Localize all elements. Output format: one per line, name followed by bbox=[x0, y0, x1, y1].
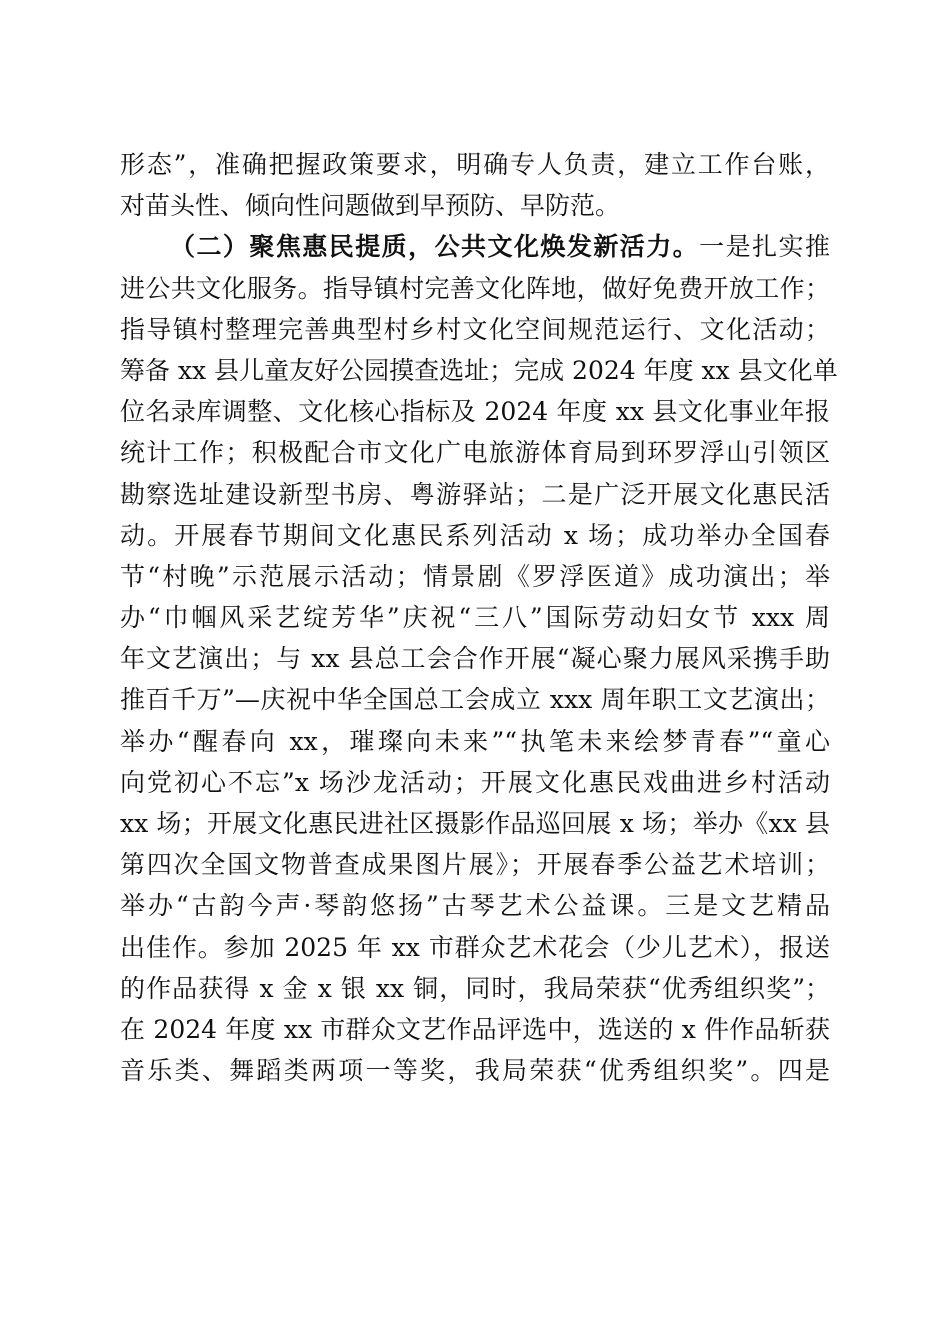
text-line: 第四次全国文物普查成果图片展》；开展春季公益艺术培训； bbox=[120, 850, 830, 880]
section-heading: （二）聚焦惠民提质，公共文化焕发新活力。 bbox=[170, 232, 700, 262]
body-text bbox=[120, 144, 838, 1091]
text-line: 年文艺演出；与 xx 县总工会合作开展“凝心聚力展风采携手助 bbox=[120, 644, 830, 674]
text-line: 动。开展春节期间文化惠民系列活动 x 场；成功举办全国春 bbox=[120, 520, 830, 550]
text-line: 进公共文化服务。指导镇村完善文化阵地，做好免费开放工作； bbox=[120, 273, 830, 303]
text-line: 音乐类、舞蹈类两项一等奖，我局荣获“优秀组织奖”。四是 bbox=[120, 1056, 830, 1086]
text-line: 统计工作；积极配合市文化广电旅游体育局到环罗浮山引领区 bbox=[120, 438, 830, 468]
text-line: 举办“醒春向 xx，璀璨向未来”“执笔未来绘梦青春”“童心 bbox=[120, 726, 830, 756]
text-line: 举办“古韵今声·琴韵悠扬”古琴艺术公益课。三是文艺精品 bbox=[120, 891, 830, 921]
text-line: 对苗头性、倾向性问题做到早预防、早防范。 bbox=[120, 191, 621, 221]
text-line: 筹备 xx 县儿童友好公园摸查选址；完成 2024 年度 xx 县文化单 bbox=[120, 355, 838, 385]
section-heading-line: （二）聚焦惠民提质，公共文化焕发新活力。一是扎实推 bbox=[170, 232, 830, 262]
text-line: 的作品获得 x 金 x 银 xx 铜，同时，我局荣获“优秀组织奖”； bbox=[120, 973, 830, 1003]
text-line: 形态”，准确把握政策要求，明确专人负责，建立工作台账， bbox=[120, 150, 830, 179]
text-line: 勘察选址建设新型书房、粤游驿站；二是广泛开展文化惠民活 bbox=[120, 479, 830, 509]
text-line: 节“村晚”示范展示活动；情景剧《罗浮医道》成功演出；举 bbox=[120, 561, 830, 591]
text-line: 办“巾帼风采艺绽芳华”庆祝“三八”国际劳动妇女节 xxx 周 bbox=[120, 603, 830, 633]
text-line: 出佳作。参加 2025 年 xx 市群众艺术花会（少儿艺术），报送 bbox=[120, 932, 830, 962]
text-line: 位名录库调整、文化核心指标及 2024 年度 xx 县文化事业年报 bbox=[120, 397, 830, 427]
text-line: 向党初心不忘”x 场沙龙活动；开展文化惠民戏曲进乡村活动 bbox=[120, 767, 830, 797]
text-line: 推百千万”—庆祝中华全国总工会成立 xxx 周年职工文艺演出； bbox=[120, 685, 830, 715]
text-line: 指导镇村整理完善典型村乡村文化空间规范运行、文化活动； bbox=[120, 314, 830, 344]
text-line: 在 2024 年度 xx 市群众文艺作品评选中，选送的 x 件作品斩获 bbox=[120, 1014, 830, 1044]
text-line: xx 场；开展文化惠民进社区摄影作品巡回展 x 场；举办《xx 县 bbox=[120, 809, 830, 838]
